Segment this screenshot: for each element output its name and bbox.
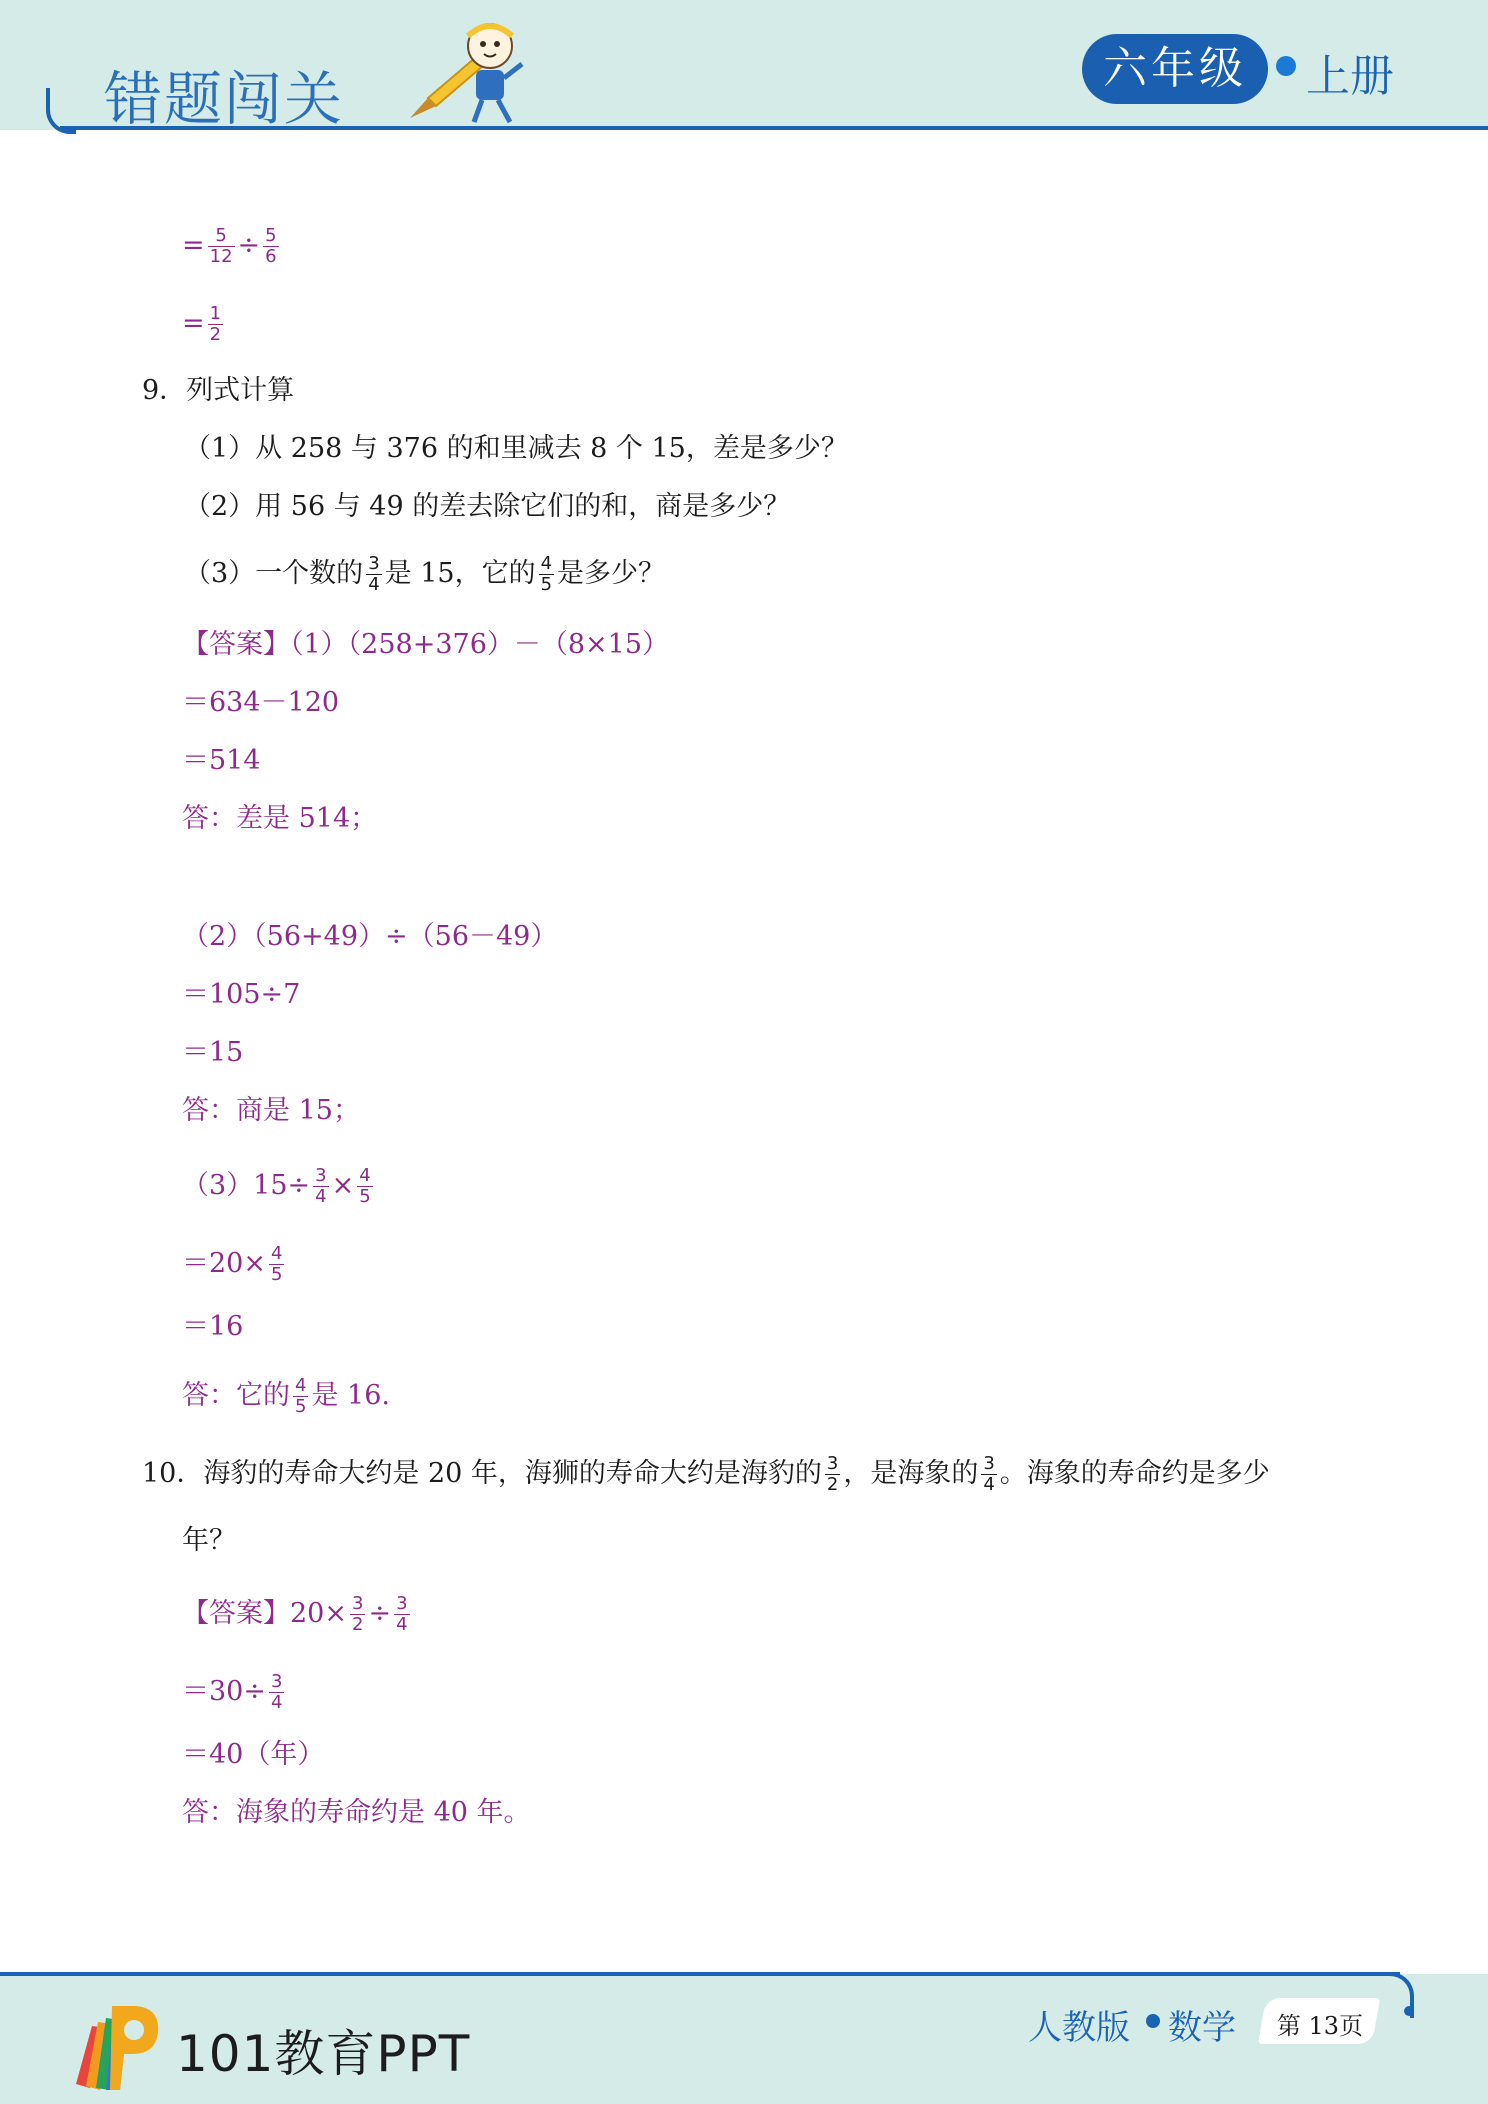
question-10-line2: 年？ xyxy=(182,1525,236,1556)
page-number: 第 13页 xyxy=(1276,2012,1364,2040)
fraction: $\frac{4}{5}$ xyxy=(270,1243,283,1285)
volume-label: 上册 xyxy=(1306,51,1394,102)
footer-curl-dot xyxy=(1404,2006,1414,2016)
question-9-part3: （3）一个数的 $\frac{3}{4}$ 是 15，它的 $\frac{4}{5}$ 是多少？ xyxy=(184,553,666,595)
grade-badge: 六年级 xyxy=(1082,34,1268,104)
answer-10-line3: ＝40（年） xyxy=(182,1739,325,1770)
answer-9-line9: （3）15÷ $\frac{3}{4}$ × $\frac{4}{5}$ xyxy=(182,1165,371,1207)
fraction: $\frac{3}{2}$ xyxy=(351,1593,364,1635)
answer-9-line4: 答：差是 514； xyxy=(182,803,378,834)
fraction: $\frac{3}{4}$ xyxy=(368,553,380,595)
fraction: $\frac{4}{5}$ xyxy=(540,553,553,595)
fraction: $\frac{5}{12}$ xyxy=(209,225,233,267)
answer-10-line2: ＝30÷ $\frac{3}{4}$ xyxy=(182,1671,283,1713)
answer-9-line12: 答：它的 $\frac{4}{5}$ 是 16. xyxy=(182,1375,390,1417)
question-10-line1: 10．海豹的寿命大约是 20 年，海狮的寿命大约是海豹的 $\frac{3}{2}$ ，是海象的 $\frac{3}{4}$ 。海象的寿命约是多少 xyxy=(142,1453,1270,1495)
fraction: $\frac{3}{4}$ xyxy=(396,1593,408,1635)
answer-9-line10: ＝20× $\frac{4}{5}$ xyxy=(182,1243,283,1285)
edition-label: 人教版 xyxy=(1028,2008,1130,2048)
subject-label: 数学 xyxy=(1168,2008,1236,2048)
fraction: $\frac{4}{5}$ xyxy=(359,1165,371,1207)
answer-9-line7: ＝15 xyxy=(182,1037,244,1068)
prev-answer-step1: = $\frac{5}{12}$ ÷ $\frac{5}{6}$ xyxy=(182,225,277,267)
answer-9-line6: ＝105÷7 xyxy=(182,979,301,1010)
fraction: $\frac{1}{2}$ xyxy=(209,303,222,345)
fraction: $\frac{3}{4}$ xyxy=(315,1165,327,1207)
answer-9-line8: 答：商是 15； xyxy=(182,1095,360,1126)
fraction: $\frac{5}{6}$ xyxy=(265,225,277,267)
answer-9-line1: 【答案】（1）（258+376）－（8×15） xyxy=(182,629,670,660)
footer-dot xyxy=(1146,2014,1160,2028)
fraction: $\frac{3}{4}$ xyxy=(983,1453,995,1495)
fraction: $\frac{3}{2}$ xyxy=(826,1453,839,1495)
prev-answer-step2: = $\frac{1}{2}$ xyxy=(182,303,222,345)
header-dot xyxy=(1276,56,1296,76)
answer-9-line5: （2）（56+49）÷（56－49） xyxy=(182,921,558,952)
question-9-title: 9．列式计算 xyxy=(142,375,295,406)
header-title: 错题闯关 xyxy=(104,65,345,133)
logo-text: 101教育PPT xyxy=(176,2025,471,2083)
question-9-part1: （1）从 258 与 376 的和里减去 8 个 15，差是多少？ xyxy=(184,433,848,464)
pencil-mascot-icon xyxy=(406,14,546,126)
answer-9-line3: ＝514 xyxy=(182,745,261,776)
answer-10-line1: 【答案】20× $\frac{3}{2}$ ÷ $\frac{3}{4}$ xyxy=(182,1593,408,1635)
footer-divider xyxy=(0,1972,1400,1976)
answer-9-line2: ＝634－120 xyxy=(182,687,340,718)
question-9-part2: （2）用 56 与 49 的差去除它们的和，商是多少？ xyxy=(184,491,791,522)
101-ppt-logo-icon xyxy=(66,1996,166,2092)
fraction: $\frac{4}{5}$ xyxy=(295,1375,307,1417)
answer-10-line4: 答：海象的寿命约是 40 年。 xyxy=(182,1797,531,1828)
fraction: $\frac{3}{4}$ xyxy=(270,1671,283,1713)
answer-9-line11: ＝16 xyxy=(182,1311,244,1342)
